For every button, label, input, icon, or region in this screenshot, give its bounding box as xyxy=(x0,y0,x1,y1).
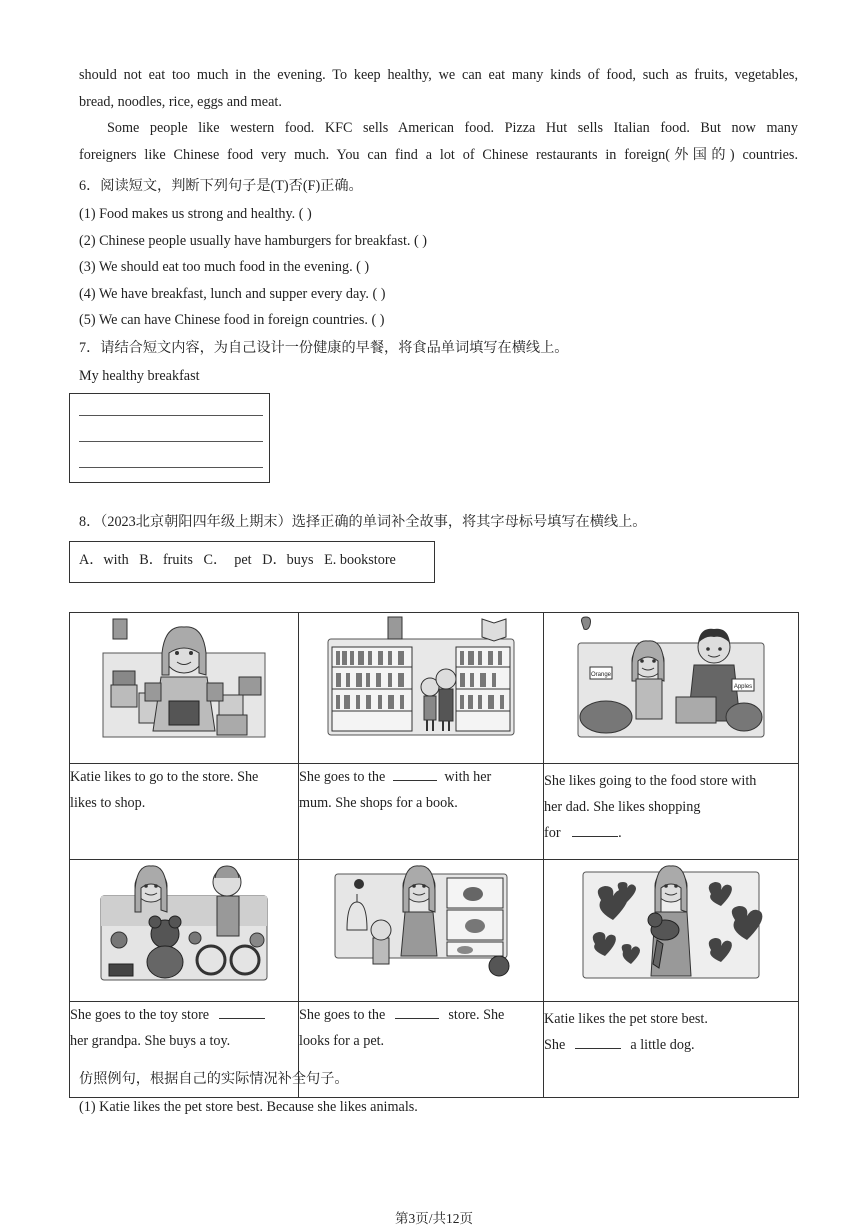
cell-3-text-d: . xyxy=(618,825,622,841)
cell-6-text-a: Katie likes the pet store best. xyxy=(544,1011,708,1027)
follow-example-title: 仿照例句，根据自己的实际情况补全句子。 xyxy=(79,1071,349,1087)
word-options: A．with B．fruits C． pet D．buys E. bookstore xyxy=(79,552,396,568)
question-6-item-2: (2) Chinese people usually have hamburgers for breakfast. ( ) xyxy=(79,233,428,249)
picture-hearts-dog xyxy=(544,860,799,1002)
cell-2-text-b: with her xyxy=(444,769,492,785)
apples-sign: Apples xyxy=(733,684,753,690)
bookstore-illustration xyxy=(326,613,516,739)
follow-example-item-1: (1) Katie likes the pet store best. Because she likes animals. xyxy=(79,1099,418,1115)
food-store-illustration xyxy=(576,613,766,741)
passage-line-2: bread, noodles, rice, eggs and meat. xyxy=(79,94,282,110)
pet-store-illustration xyxy=(329,860,513,984)
passage-line-3: Some people like western food. KFC sells American food. Pizza Hut sells Italian food. But now many xyxy=(107,120,798,136)
answer-line-2[interactable] xyxy=(79,441,263,442)
page-number: 第3页/共12页 xyxy=(394,1211,473,1226)
answer-line-3[interactable] xyxy=(79,467,263,468)
blank-with[interactable] xyxy=(219,1004,265,1019)
shopping-girl-illustration xyxy=(99,613,269,741)
cell-4-text-a: She goes to the toy store xyxy=(70,1007,210,1023)
cell-2-text-a: She goes to the xyxy=(299,769,386,785)
passage-line-4: foreigners like Chinese food very much. You can find a lot of Chinese restaurants in foreign(外国的) countries. xyxy=(79,147,798,163)
cell-2-text-c: mum. She shops for a book. xyxy=(299,795,458,811)
question-6-item-4: (4) We have breakfast, lunch and supper every day. ( ) xyxy=(79,286,386,302)
picture-pet-store xyxy=(299,860,544,1002)
toy-store-illustration xyxy=(99,860,269,984)
picture-bookstore xyxy=(299,613,544,764)
blank-buys[interactable] xyxy=(575,1034,621,1049)
picture-toy-store xyxy=(70,860,299,1002)
blank-fruits[interactable] xyxy=(572,822,618,837)
question-6-item-1: (1) Food makes us strong and healthy. ( ) xyxy=(79,206,312,222)
cell-text-2 xyxy=(299,764,544,860)
question-6-item-5: (5) We can have Chinese food in foreign countries. ( ) xyxy=(79,312,385,328)
cell-3-text-c: for xyxy=(544,825,561,841)
passage-line-1: should not eat too much in the evening. To keep healthy, we can eat many kinds of food, such as fruits, vegetables, xyxy=(79,67,798,83)
blank-bookstore[interactable] xyxy=(393,766,437,781)
blank-pet[interactable] xyxy=(395,1004,439,1019)
answer-line-1[interactable] xyxy=(79,415,263,416)
cell-text-3 xyxy=(544,764,799,860)
cell-5-text-c: looks for a pet. xyxy=(299,1033,385,1049)
cell-3-text-b: her dad. She likes shopping xyxy=(544,799,701,815)
orange-sign: Orange xyxy=(590,672,612,678)
cell-text-1 xyxy=(70,764,299,860)
cell-3-text-a: She likes going to the food store with xyxy=(544,773,757,789)
cell-5-text-b: store. She xyxy=(448,1007,505,1023)
question-7-title: 7．请结合短文内容，为自己设计一份健康的早餐，将食品单词填写在横线上。 xyxy=(79,340,569,356)
girl-with-dog-illustration xyxy=(579,860,763,984)
cell-4-text-b: her grandpa. She buys a toy. xyxy=(70,1033,231,1049)
cell-6-text-b: She xyxy=(544,1037,566,1053)
breakfast-answer-box[interactable] xyxy=(69,393,270,483)
cell-6-text-c: a little dog. xyxy=(630,1037,695,1053)
question-6-item-3: (3) We should eat too much food in the evening. ( ) xyxy=(79,259,370,275)
story-table xyxy=(69,612,799,1098)
picture-food-store xyxy=(544,613,799,764)
cell-1-line-1: Katie likes to go to the store. She xyxy=(70,769,259,785)
picture-shopping xyxy=(70,613,299,764)
word-options-box xyxy=(69,541,435,583)
question-6-title: 6．阅读短文，判断下列句子是(T)否(F)正确。 xyxy=(79,178,363,194)
question-7-label: My healthy breakfast xyxy=(79,368,200,384)
cell-1-line-2: likes to shop. xyxy=(70,795,146,811)
cell-5-text-a: She goes to the xyxy=(299,1007,386,1023)
question-8-title: 8．（2023北京朝阳四年级上期末）选择正确的单词补全故事，将其字母标号填写在横线上。 xyxy=(79,514,647,530)
